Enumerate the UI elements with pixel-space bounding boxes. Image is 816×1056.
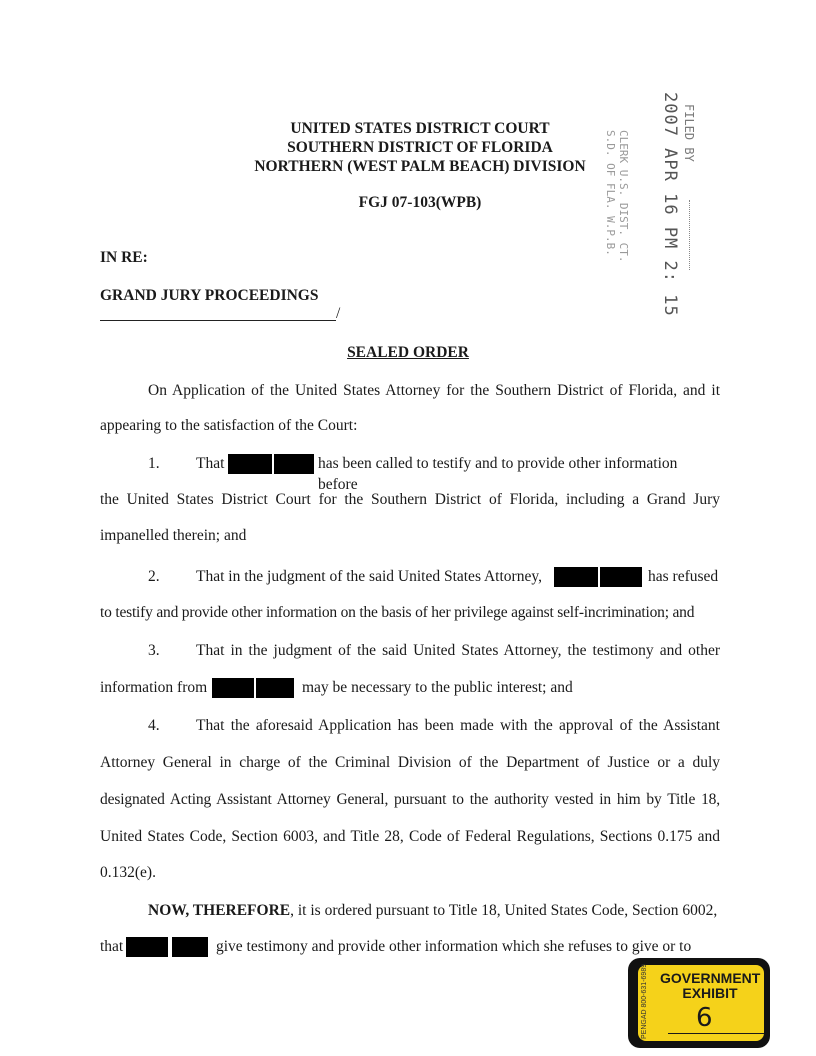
- p2-line-2: to testify and provide other information on the basis of her privilege against self-incrimination; and: [100, 604, 695, 621]
- intro-text-a: On Application of the United States Attorney for the Southern District of Florida, and it: [148, 382, 720, 399]
- redaction-name-4a: [126, 937, 168, 957]
- p4-text-a: That the aforesaid Application has been made with the approval of the Assistant: [196, 717, 720, 734]
- redaction-name-2a: [554, 567, 598, 587]
- exhibit-sticker-face: [638, 965, 764, 1041]
- p3-tail: may be necessary to the public interest; and: [302, 679, 573, 696]
- p3-number: 3.: [148, 642, 160, 659]
- intro-line-1: [100, 380, 720, 401]
- division-name: NORTHERN (WEST PALM BEACH) DIVISION: [254, 158, 586, 175]
- exhibit-number: 6: [696, 1003, 713, 1033]
- caption-slash: /: [336, 305, 341, 322]
- filing-stamp-date: 2007 APR 16 PM 2: 15: [660, 92, 680, 317]
- exhibit-number-rule: [668, 1033, 764, 1034]
- redaction-name-2b: [600, 567, 642, 587]
- redaction-name-3b: [256, 678, 294, 698]
- order-text: , it is ordered pursuant to Title 18, United States Code, Section 6002,: [290, 902, 718, 919]
- filing-stamp-rule: [689, 200, 691, 270]
- redaction-name-1a: [228, 454, 272, 474]
- p4-line-2: Attorney General in charge of the Criminal Division of the Department of Justice or a duly: [100, 754, 720, 771]
- filing-stamp-clerk: CLERK U.S. DIST. CT.: [617, 130, 630, 263]
- in-re-label: IN RE:: [100, 249, 148, 266]
- redaction-name-1b: [274, 454, 314, 474]
- government-exhibit-sticker: [628, 958, 770, 1048]
- final-lead: that: [100, 938, 124, 955]
- order-line-1: [100, 900, 720, 921]
- p3-lead: information from: [100, 679, 208, 696]
- caption-rule: [100, 320, 336, 321]
- redaction-name-4b: [172, 937, 208, 957]
- p1-line-3: impanelled therein; and: [100, 527, 247, 544]
- p1-tail: has been called to testify and to provide other information before: [318, 455, 678, 493]
- p4-line-3: designated Acting Assistant Attorney General, pursuant to the authority vested in him by Title 18,: [100, 791, 720, 808]
- p2-number: 2.: [148, 568, 160, 585]
- exhibit-line-1: GOVERNMENT: [660, 970, 761, 986]
- document-title: SEALED ORDER: [347, 344, 469, 361]
- p2-tail: has refused: [648, 568, 719, 585]
- p1-number: 1.: [148, 455, 160, 472]
- p2-lead: That in the judgment of the said United States Attorney,: [196, 568, 542, 585]
- p1-lead: That: [196, 455, 225, 472]
- p4-number: 4.: [148, 717, 160, 734]
- exhibit-line-2: EXHIBIT: [682, 985, 738, 1001]
- district-name: SOUTHERN DISTRICT OF FLORIDA: [287, 139, 553, 156]
- intro-line-2: appearing to the satisfaction of the Court:: [100, 417, 358, 434]
- p1-line-2: the United States District Court for the Southern District of Florida, including a Grand Jury: [100, 491, 720, 508]
- caption-matter: GRAND JURY PROCEEDINGS: [100, 287, 319, 304]
- case-number: FGJ 07-103(WPB): [358, 194, 482, 211]
- p4-line-5: 0.132(e).: [100, 864, 156, 881]
- final-tail: give testimony and provide other information which she refuses to give or to: [216, 938, 692, 955]
- exhibit-vendor-text: PENGAD 800-631-6989: [641, 963, 648, 1039]
- now-therefore: NOW, THEREFORE: [148, 902, 291, 919]
- p3-text-a: That in the judgment of the said United States Attorney, the testimony and other: [196, 642, 720, 659]
- redaction-name-3a: [212, 678, 254, 698]
- filing-stamp-district: S.D. OF FLA. W.P.B.: [604, 130, 617, 256]
- p4-line-4: United States Code, Section 6003, and Title 28, Code of Federal Regulations, Sections 0.175 and: [100, 828, 720, 845]
- court-name: UNITED STATES DISTRICT COURT: [290, 120, 550, 137]
- filing-stamp-filed-by: FILED BY: [682, 104, 696, 162]
